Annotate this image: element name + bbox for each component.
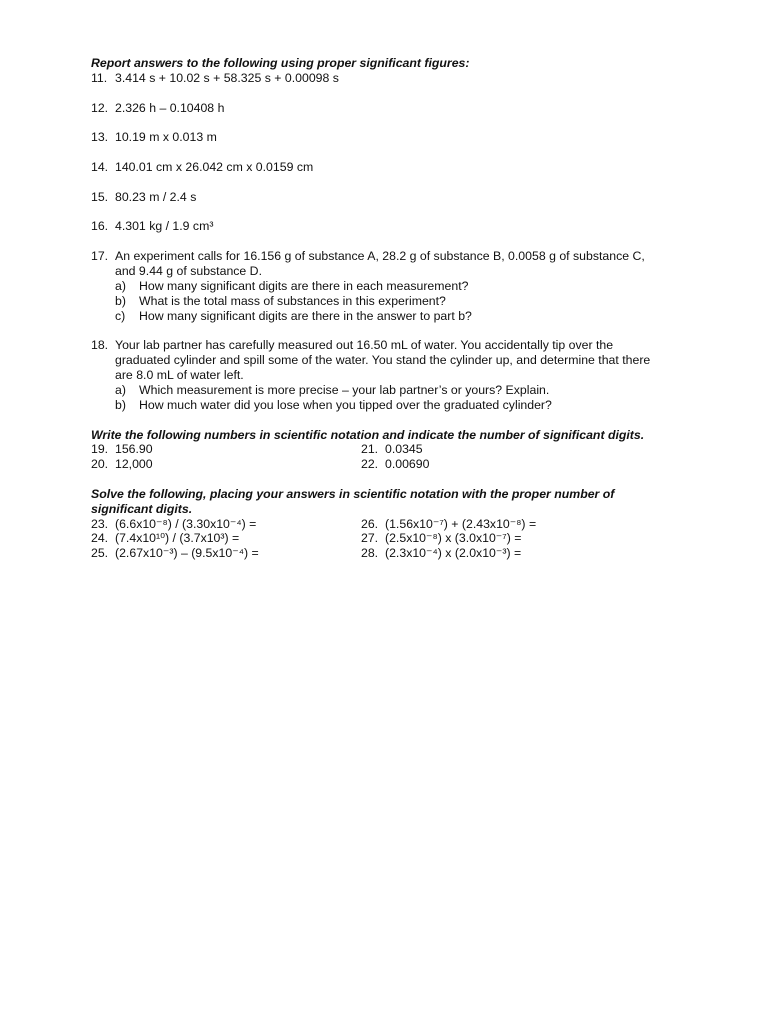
part-text: How many significant digits are there in the answer to part b? — [139, 309, 472, 323]
problem-number: 16. — [91, 219, 109, 233]
problem-text: 80.23 m / 2.4 s — [115, 190, 197, 204]
problem-number: 13. — [91, 130, 109, 144]
problem-22 — [361, 457, 429, 472]
problem-number: 12. — [91, 101, 109, 115]
problem-number: 20. — [91, 457, 109, 471]
problem-text: 3.414 s + 10.02 s + 58.325 s + 0.00098 s — [115, 71, 339, 85]
problem-17-line-2: and 9.44 g of substance D. — [115, 264, 262, 278]
problem-18-line-3: are 8.0 mL of water left. — [115, 368, 244, 382]
problem-14 — [91, 160, 313, 175]
problem-text: Your lab partner has carefully measured out 16.50 mL of water. You accidentally tip over the — [115, 338, 614, 352]
part-text: Which measurement is more precise – your lab partner’s or yours? Explain. — [139, 383, 550, 397]
problem-number: 19. — [91, 442, 109, 456]
problem-number: 26. — [361, 517, 379, 531]
problem-number: 14. — [91, 160, 109, 174]
problem-17-part-b — [115, 294, 446, 309]
problem-text: (6.6x10⁻⁸) / (3.30x10⁻⁴) = — [115, 517, 257, 531]
problem-number: 22. — [361, 457, 379, 471]
section-heading-significant-figures: Report answers to the following using proper significant figures: — [91, 56, 470, 70]
problem-text: (2.5x10⁻⁸) x (3.0x10⁻⁷) = — [385, 531, 522, 545]
problem-number: 11. — [91, 71, 108, 85]
problem-text: (2.3x10⁻⁴) x (2.0x10⁻³) = — [385, 546, 522, 560]
problem-number: 17. — [91, 249, 109, 263]
problem-18 — [91, 338, 613, 353]
problem-text: 0.00690 — [385, 457, 430, 471]
section-heading-solve: Solve the following, placing your answers in scientific notation with the proper number of — [91, 487, 615, 501]
problem-24 — [91, 531, 239, 546]
part-text: What is the total mass of substances in this experiment? — [139, 294, 446, 308]
problem-17-part-c — [115, 309, 472, 324]
problem-19 — [91, 442, 153, 457]
problem-number: 24. — [91, 531, 109, 545]
part-letter: a) — [115, 383, 126, 397]
problem-18-line-2: graduated cylinder and spill some of the water. You stand the cylinder up, and determine that there — [115, 353, 651, 367]
problem-26 — [361, 517, 536, 532]
problem-number: 28. — [361, 546, 379, 560]
problem-16 — [91, 219, 213, 234]
problem-text: 12,000 — [115, 457, 153, 471]
part-text: How many significant digits are there in each measurement? — [139, 279, 469, 293]
section-heading-solve-line-2: significant digits. — [91, 502, 193, 516]
problem-27 — [361, 531, 521, 546]
problem-number: 21. — [361, 442, 379, 456]
problem-28 — [361, 546, 521, 561]
problem-18-part-a — [115, 383, 549, 398]
problem-number: 25. — [91, 546, 109, 560]
section-heading-scientific-notation: Write the following numbers in scientific notation and indicate the number of significant digits. — [91, 428, 645, 442]
problem-text: 4.301 kg / 1.9 cm³ — [115, 219, 214, 233]
problem-number: 15. — [91, 190, 109, 204]
part-text: How much water did you lose when you tipped over the graduated cylinder? — [139, 398, 552, 412]
problem-18-part-b — [115, 398, 552, 413]
problem-number: 18. — [91, 338, 109, 352]
problem-text: (7.4x10¹⁰) / (3.7x10³) = — [115, 531, 240, 545]
problem-15 — [91, 190, 196, 205]
problem-text: (2.67x10⁻³) – (9.5x10⁻⁴) = — [115, 546, 259, 560]
part-letter: c) — [115, 309, 126, 323]
problem-13 — [91, 130, 217, 145]
problem-17 — [91, 249, 645, 264]
problem-11 — [91, 71, 339, 86]
problem-number: 23. — [91, 517, 109, 531]
problem-21 — [361, 442, 423, 457]
part-letter: b) — [115, 294, 126, 308]
part-letter: b) — [115, 398, 126, 412]
problem-text: 156.90 — [115, 442, 153, 456]
problem-23 — [91, 517, 256, 532]
problem-text: An experiment calls for 16.156 g of substance A, 28.2 g of substance B, 0.0058 g of substance C, — [115, 249, 645, 263]
problem-text: 140.01 cm x 26.042 cm x 0.0159 cm — [115, 160, 314, 174]
problem-text: 2.326 h – 0.10408 h — [115, 101, 225, 115]
problem-12 — [91, 101, 224, 116]
problem-number: 27. — [361, 531, 379, 545]
problem-20 — [91, 457, 153, 472]
part-letter: a) — [115, 279, 126, 293]
problem-17-part-a — [115, 279, 468, 294]
problem-text: (1.56x10⁻⁷) + (2.43x10⁻⁸) = — [385, 517, 537, 531]
problem-25 — [91, 546, 259, 561]
problem-text: 10.19 m x 0.013 m — [115, 130, 217, 144]
problem-text: 0.0345 — [385, 442, 423, 456]
